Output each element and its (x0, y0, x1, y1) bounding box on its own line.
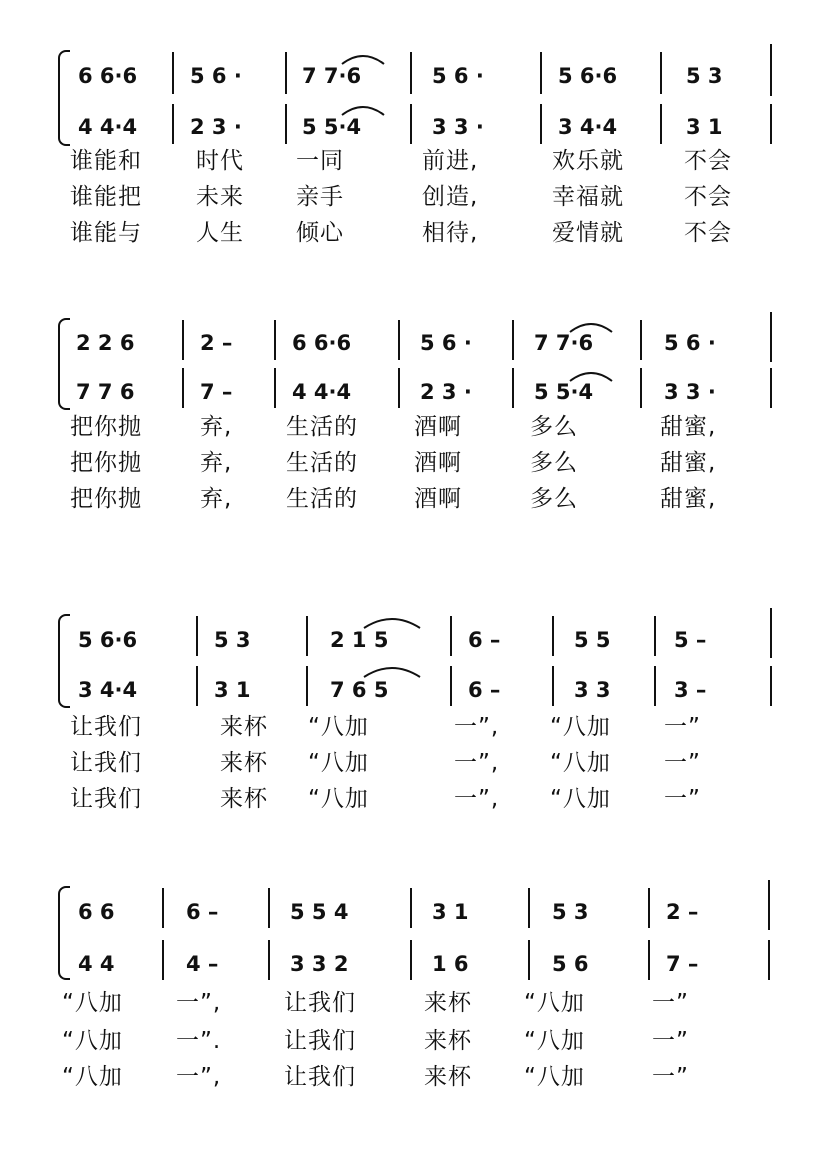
measure-lower: 2 3 · (420, 380, 472, 404)
lyric-word: 来杯 (424, 1028, 472, 1054)
barline (528, 888, 530, 928)
measure-lower: 1 6 (432, 952, 469, 976)
measure-lower: 3 1 (686, 115, 723, 139)
measure-upper: 2 1 5 (330, 628, 389, 652)
measure-lower: 2 3 · (190, 115, 242, 139)
barline (410, 888, 412, 928)
measure-upper: 6 6·6 (78, 64, 138, 88)
lyric-word: 一”, (454, 786, 500, 812)
lyric-word: 一” (664, 786, 701, 812)
barline (410, 940, 412, 980)
measure-upper: 7 7·6 (534, 331, 594, 355)
measure-upper: 5 6·6 (558, 64, 618, 88)
lyric-word: 时代 (196, 148, 244, 174)
barline (182, 368, 184, 408)
barline (268, 888, 270, 928)
lyric-word: 弃, (200, 414, 233, 440)
lyric-word: 弃, (200, 486, 233, 512)
measure-upper: 5 6 · (420, 331, 472, 355)
barline (528, 940, 530, 980)
barline (274, 368, 276, 408)
slur-mark (362, 614, 422, 630)
measure-upper: 5 5 4 (290, 900, 349, 924)
barline (306, 666, 308, 706)
lyric-word: “八加 (524, 1064, 585, 1090)
measure-lower: 4 4 (78, 952, 115, 976)
lyric-word: 人生 (196, 220, 244, 246)
measure-upper: 6 6·6 (292, 331, 352, 355)
lyric-word: 不会 (684, 220, 732, 246)
measure-upper: 2 – (666, 900, 699, 924)
measure-upper: 5 6 · (432, 64, 484, 88)
barline (410, 104, 412, 144)
measure-upper: 5 3 (686, 64, 723, 88)
barline (450, 666, 452, 706)
barline (770, 666, 772, 706)
barline (196, 666, 198, 706)
measure-upper: 5 3 (214, 628, 251, 652)
barline (196, 616, 198, 656)
lyric-word: 让我们 (70, 750, 142, 776)
barline (450, 616, 452, 656)
barline (274, 320, 276, 360)
barline (268, 940, 270, 980)
barline (285, 52, 287, 94)
barline (770, 44, 772, 96)
lyric-word: “八加 (62, 990, 123, 1016)
lyric-word: 让我们 (284, 990, 356, 1016)
lyric-word: “八加 (524, 990, 585, 1016)
lyric-word: 一”, (176, 1064, 222, 1090)
measure-upper: 7 7·6 (302, 64, 362, 88)
measure-lower: 3 3 · (432, 115, 484, 139)
measure-upper: 2 – (200, 331, 233, 355)
lyric-word: 弃, (200, 450, 233, 476)
lyric-word: 甜蜜, (660, 450, 717, 476)
barline (552, 666, 554, 706)
barline (770, 608, 772, 658)
lyric-word: 一” (652, 990, 689, 1016)
lyric-word: 相待, (422, 220, 479, 246)
system-brace (58, 318, 70, 410)
measure-upper: 6 – (468, 628, 501, 652)
lyric-word: “八加 (308, 786, 369, 812)
slur-mark (568, 369, 614, 383)
slur-mark (340, 52, 386, 66)
slur-mark (340, 103, 386, 117)
lyric-word: 一” (652, 1064, 689, 1090)
lyric-word: 来杯 (424, 990, 472, 1016)
barline (770, 104, 772, 144)
measure-upper: 5 5 (574, 628, 611, 652)
barline (660, 52, 662, 94)
barline (640, 368, 642, 408)
lyric-word: 酒啊 (414, 414, 462, 440)
lyric-word: 让我们 (70, 786, 142, 812)
barline (770, 368, 772, 408)
barline (398, 368, 400, 408)
measure-lower: 7 7 6 (76, 380, 135, 404)
measure-lower: 5 6 (552, 952, 589, 976)
measure-lower: 3 – (674, 678, 707, 702)
lyric-word: 生活的 (286, 486, 358, 512)
measure-lower: 3 3 · (664, 380, 716, 404)
barline (540, 52, 542, 94)
barline (654, 616, 656, 656)
barline (654, 666, 656, 706)
lyric-word: 未来 (196, 184, 244, 210)
system-brace (58, 614, 70, 708)
lyric-word: 甜蜜, (660, 486, 717, 512)
measure-lower: 3 4·4 (558, 115, 618, 139)
lyric-word: 不会 (684, 184, 732, 210)
barline (660, 104, 662, 144)
barline (172, 52, 174, 94)
measure-upper: 6 6 (78, 900, 115, 924)
lyric-word: 倾心 (296, 220, 344, 246)
measure-lower: 7 6 5 (330, 678, 389, 702)
lyric-word: “八加 (308, 750, 369, 776)
system-brace (58, 886, 70, 980)
barline (162, 888, 164, 928)
barline (768, 940, 770, 980)
lyric-word: 把你抛 (70, 450, 142, 476)
measure-upper: 6 – (186, 900, 219, 924)
slur-mark (362, 663, 422, 679)
lyric-word: 谁能和 (70, 148, 142, 174)
lyric-word: 一” (664, 714, 701, 740)
lyric-word: 来杯 (220, 714, 268, 740)
slur-mark (568, 320, 614, 334)
barline (648, 888, 650, 928)
lyric-word: 谁能与 (70, 220, 142, 246)
lyric-word: 爱情就 (552, 220, 624, 246)
measure-upper: 5 6 · (664, 331, 716, 355)
lyric-word: “八加 (550, 750, 611, 776)
lyric-word: 一”, (454, 750, 500, 776)
lyric-word: 把你抛 (70, 486, 142, 512)
barline (306, 616, 308, 656)
system-brace (58, 50, 70, 146)
measure-lower: 4 – (186, 952, 219, 976)
lyric-word: 让我们 (284, 1064, 356, 1090)
lyric-word: 多么 (530, 414, 578, 440)
lyric-word: 前进, (422, 148, 479, 174)
measure-upper: 2 2 6 (76, 331, 135, 355)
lyric-word: 一” (652, 1028, 689, 1054)
barline (172, 104, 174, 144)
lyric-word: 让我们 (70, 714, 142, 740)
measure-lower: 3 3 (574, 678, 611, 702)
lyric-word: “八加 (62, 1028, 123, 1054)
barline (512, 320, 514, 360)
barline (398, 320, 400, 360)
lyric-word: “八加 (524, 1028, 585, 1054)
measure-lower: 6 – (468, 678, 501, 702)
measure-upper: 3 1 (432, 900, 469, 924)
lyric-word: 生活的 (286, 450, 358, 476)
barline (410, 52, 412, 94)
measure-upper: 5 – (674, 628, 707, 652)
lyric-word: 多么 (530, 450, 578, 476)
lyric-word: 甜蜜, (660, 414, 717, 440)
measure-lower: 3 4·4 (78, 678, 138, 702)
barline (770, 312, 772, 362)
lyric-word: 亲手 (296, 184, 344, 210)
lyric-word: 幸福就 (552, 184, 624, 210)
measure-lower: 3 3 2 (290, 952, 349, 976)
lyric-word: 让我们 (284, 1028, 356, 1054)
lyric-word: 一” (664, 750, 701, 776)
measure-lower: 7 – (666, 952, 699, 976)
barline (648, 940, 650, 980)
lyric-word: “八加 (550, 786, 611, 812)
measure-lower: 5 5·4 (534, 380, 594, 404)
lyric-word: “八加 (550, 714, 611, 740)
barline (162, 940, 164, 980)
measure-lower: 7 – (200, 380, 233, 404)
lyric-word: 酒啊 (414, 450, 462, 476)
measure-upper: 5 6·6 (78, 628, 138, 652)
measure-upper: 5 3 (552, 900, 589, 924)
measure-upper: 5 6 · (190, 64, 242, 88)
barline (182, 320, 184, 360)
lyric-word: “八加 (62, 1064, 123, 1090)
barline (512, 368, 514, 408)
measure-lower: 5 5·4 (302, 115, 362, 139)
lyric-word: 一同 (296, 148, 344, 174)
measure-lower: 4 4·4 (292, 380, 352, 404)
lyric-word: 来杯 (220, 750, 268, 776)
lyric-word: 一”, (454, 714, 500, 740)
lyric-word: 欢乐就 (552, 148, 624, 174)
lyric-word: 来杯 (220, 786, 268, 812)
lyric-word: 不会 (684, 148, 732, 174)
barline (552, 616, 554, 656)
lyric-word: 谁能把 (70, 184, 142, 210)
lyric-word: 生活的 (286, 414, 358, 440)
lyric-word: 创造, (422, 184, 479, 210)
barline (540, 104, 542, 144)
lyric-word: 酒啊 (414, 486, 462, 512)
lyric-word: “八加 (308, 714, 369, 740)
lyric-word: 一”, (176, 990, 222, 1016)
lyric-word: 一”. (176, 1028, 222, 1054)
barline (640, 320, 642, 360)
lyric-word: 来杯 (424, 1064, 472, 1090)
lyric-word: 多么 (530, 486, 578, 512)
measure-lower: 4 4·4 (78, 115, 138, 139)
barline (768, 880, 770, 930)
measure-lower: 3 1 (214, 678, 251, 702)
lyric-word: 把你抛 (70, 414, 142, 440)
barline (285, 104, 287, 144)
